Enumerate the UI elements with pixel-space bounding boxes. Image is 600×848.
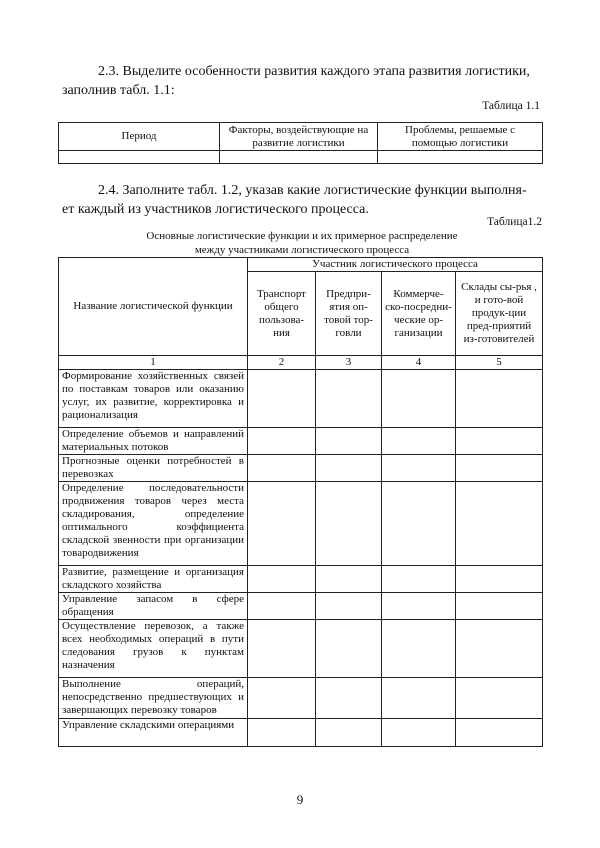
empty-cell[interactable] (382, 678, 456, 719)
empty-cell[interactable] (456, 566, 543, 593)
empty-cell[interactable] (248, 678, 316, 719)
empty-cell[interactable] (248, 455, 316, 482)
table-1-1-empty-cell[interactable] (220, 151, 378, 164)
empty-cell[interactable] (248, 719, 316, 747)
table-1-2-header-participant-group: Участник логистического процесса (248, 258, 543, 272)
participant-header-wholesale: Предпри-ятия оп-товой тор-говли (316, 272, 382, 356)
empty-cell[interactable] (316, 593, 382, 620)
empty-cell[interactable] (456, 620, 543, 678)
participant-header-intermediary: Коммерче-ско-посредни-ческие ор-ганизации (382, 272, 456, 356)
empty-cell[interactable] (316, 428, 382, 455)
empty-cell[interactable] (382, 428, 456, 455)
empty-cell[interactable] (456, 719, 543, 747)
empty-cell[interactable] (248, 370, 316, 428)
empty-cell[interactable] (316, 566, 382, 593)
section-2-3-text-line1: 2.3. Выделите особенности развития каждого этапа развития логистики, (98, 64, 530, 79)
empty-cell[interactable] (382, 620, 456, 678)
empty-cell[interactable] (382, 719, 456, 747)
empty-cell[interactable] (382, 370, 456, 428)
table-1-2-label: Таблица1.2 (487, 216, 542, 228)
empty-cell[interactable] (456, 482, 543, 566)
column-number: 4 (382, 356, 456, 370)
table-1-2 (58, 257, 543, 747)
function-row-label: Формирование хозяйственных связей по поставкам товаров или оказанию услуг, их развитие, корректировка и рационализация (59, 370, 248, 428)
table-1-1-header-period: Период (59, 123, 220, 151)
empty-cell[interactable] (456, 370, 543, 428)
empty-cell[interactable] (382, 593, 456, 620)
participant-header-transport: Транспорт общего пользова-ния (248, 272, 316, 356)
empty-cell[interactable] (316, 719, 382, 747)
column-number: 2 (248, 356, 316, 370)
page-number: 9 (296, 792, 304, 807)
empty-cell[interactable] (316, 482, 382, 566)
empty-cell[interactable] (316, 620, 382, 678)
function-row-label: Управление запасом в сфере обращения (59, 593, 248, 620)
table-1-1-label: Таблица 1.1 (482, 100, 540, 112)
function-row-label: Определение объемов и направлений материальных потоков (59, 428, 248, 455)
empty-cell[interactable] (316, 455, 382, 482)
empty-cell[interactable] (456, 455, 543, 482)
table-1-1 (58, 122, 543, 164)
function-row-label: Определение последовательности продвижения товаров через места складирования, определение оптимального коэффициента складской звенности при организации товародвижения (59, 482, 248, 566)
empty-cell[interactable] (248, 482, 316, 566)
table-1-1-header-problems: Проблемы, решаемые с помощью логистики (378, 123, 543, 151)
column-number: 3 (316, 356, 382, 370)
function-row-label: Развитие, размещение и организация складского хозяйства (59, 566, 248, 593)
empty-cell[interactable] (316, 370, 382, 428)
empty-cell[interactable] (456, 593, 543, 620)
column-number: 1 (59, 356, 248, 370)
section-2-4-text-line2: ет каждый из участников логистического процесса. (62, 202, 369, 217)
empty-cell[interactable] (382, 455, 456, 482)
section-2-3-text-line2: заполнив табл. 1.1: (62, 83, 175, 98)
empty-cell[interactable] (456, 678, 543, 719)
function-row-label: Выполнение операций, непосредственно предшествующих и завершающих перевозку товаров (59, 678, 248, 719)
function-row-label: Управление складскими операциями (59, 719, 248, 747)
table-1-2-title-line2: между участниками логистического процесса (194, 244, 410, 256)
empty-cell[interactable] (456, 428, 543, 455)
empty-cell[interactable] (382, 482, 456, 566)
empty-cell[interactable] (248, 593, 316, 620)
section-2-4-text-line1: 2.4. Заполните табл. 1.2, указав какие логистические функции выполня- (98, 183, 527, 198)
table-1-2-title-line1: Основные логистические функции и их примерное распределение (146, 230, 458, 242)
empty-cell[interactable] (382, 566, 456, 593)
table-1-1-header-factors: Факторы, воздействующие на развитие логистики (220, 123, 378, 151)
participant-header-warehouses: Склады сы-рья , и гото-вой продук-ции пред-приятий из-готовителей (456, 272, 543, 356)
column-number: 5 (456, 356, 543, 370)
table-1-1-empty-cell[interactable] (59, 151, 220, 164)
table-1-1-empty-cell[interactable] (378, 151, 543, 164)
empty-cell[interactable] (316, 678, 382, 719)
empty-cell[interactable] (248, 566, 316, 593)
function-row-label: Прогнозные оценки потребностей в перевозках (59, 455, 248, 482)
table-1-2-header-function: Название логистической функции (59, 258, 248, 356)
function-row-label: Осуществление перевозок, а также всех необходимых операций в пути следования грузов к пунктам назначения (59, 620, 248, 678)
empty-cell[interactable] (248, 428, 316, 455)
empty-cell[interactable] (248, 620, 316, 678)
